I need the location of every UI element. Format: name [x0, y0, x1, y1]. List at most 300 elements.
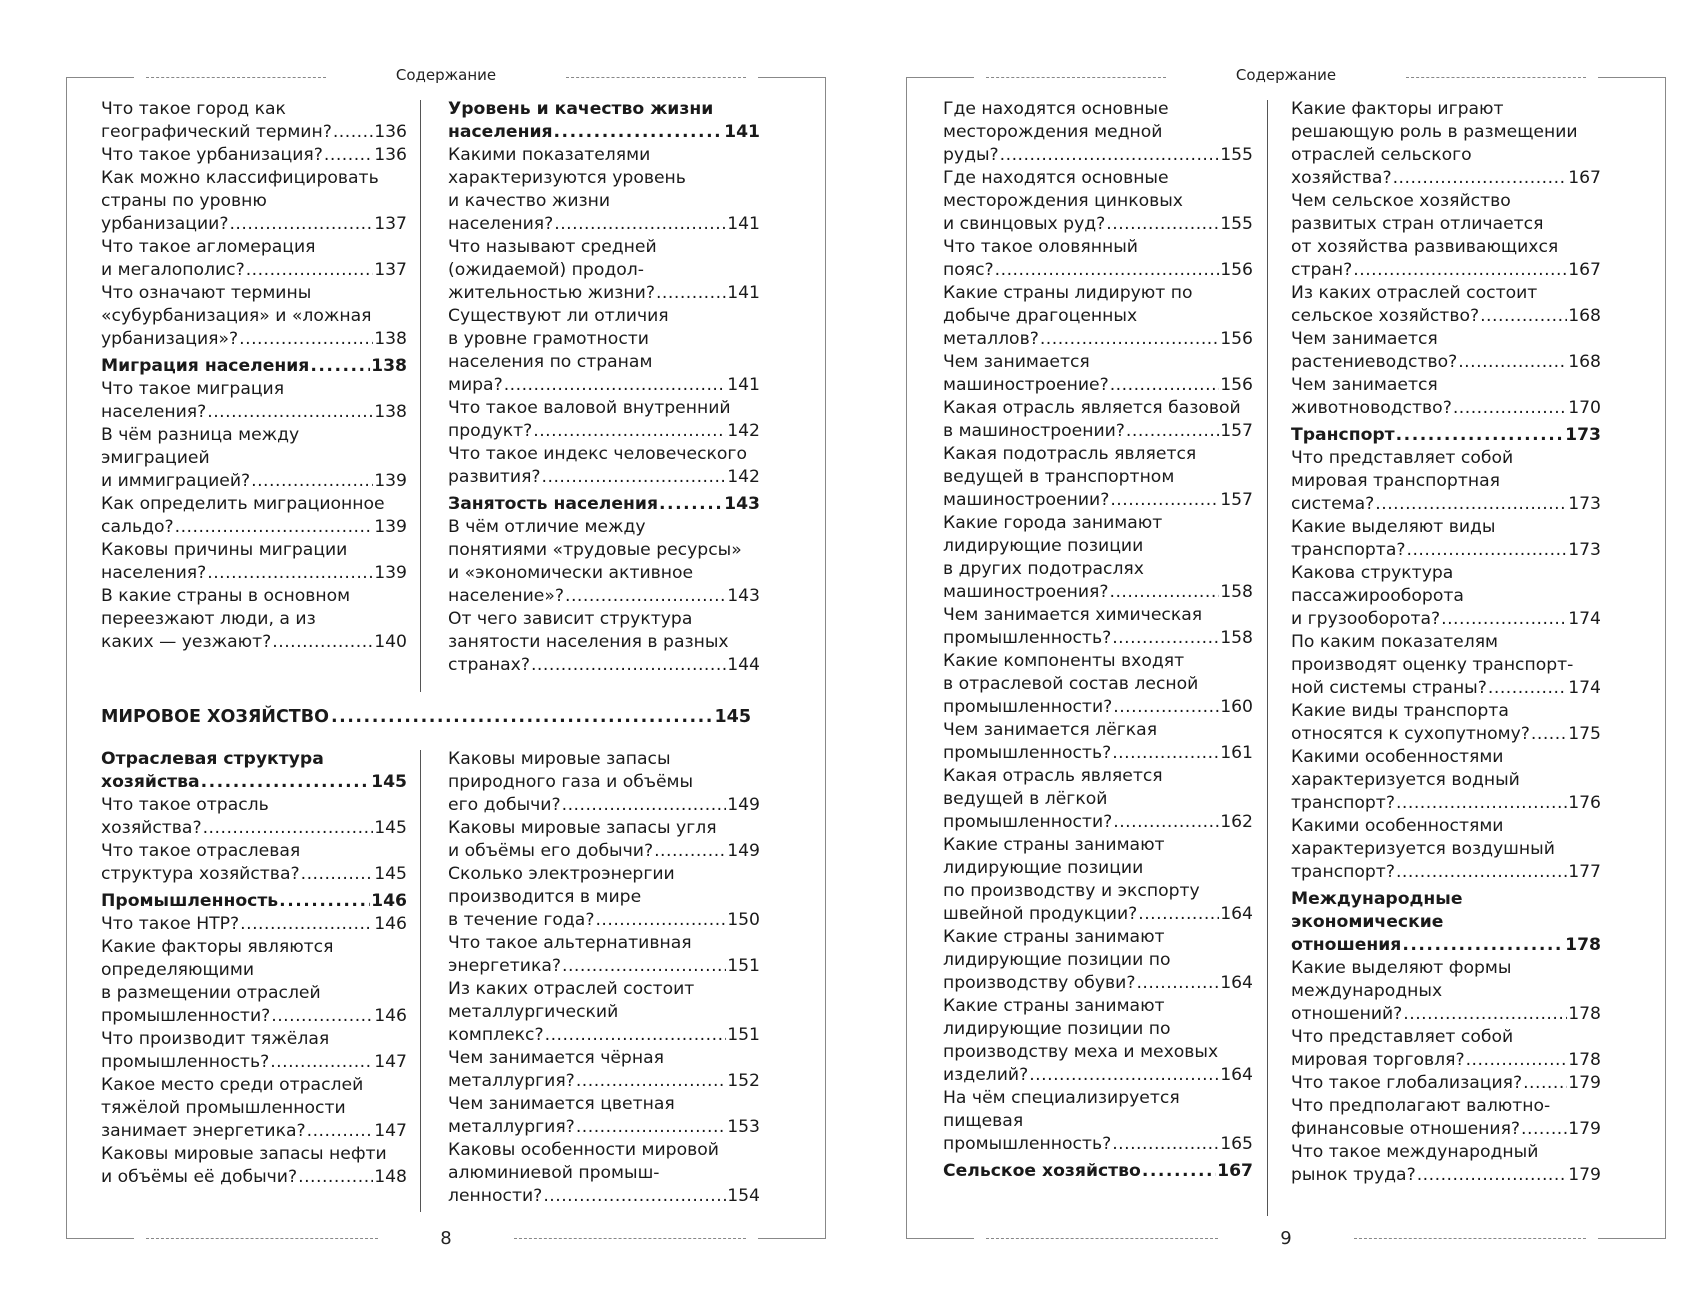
toc-entry: [101, 1143, 407, 1189]
toc-entry-text: в других подотраслях: [943, 559, 1144, 579]
toc-entry-text: хозяйства?: [1291, 168, 1392, 188]
chapter-heading: [101, 707, 751, 727]
toc-entry-text: Отраслевая структура: [101, 749, 324, 769]
toc-entry-text: Что такое миграция: [101, 379, 285, 399]
toc-entry-text: машиностроение?: [943, 375, 1109, 395]
toc-page-number: 143: [727, 586, 760, 606]
toc-entry: [943, 351, 1253, 397]
toc-entry-text: определяющими: [101, 960, 254, 980]
toc-entry-text: Какие города занимают: [943, 513, 1163, 533]
leader-dots: [207, 562, 373, 585]
toc-page-number: 179: [1568, 1073, 1601, 1093]
toc-page-number: 147: [374, 1121, 407, 1141]
toc-entry: [1291, 700, 1601, 746]
toc-entry-text: Какие виды транспорта: [1291, 701, 1509, 721]
toc-entry-text: характеризуется водный: [1291, 770, 1520, 790]
toc-entry-text: Где находятся основные: [943, 99, 1169, 119]
toc-page-number: 140: [374, 632, 407, 652]
toc-entry-text: Промышленность: [101, 891, 279, 911]
toc-entry-text: ведущей в транспортном: [943, 467, 1175, 487]
toc-entry-text: хозяйства?: [101, 818, 202, 838]
leader-dots: [271, 1005, 373, 1028]
toc-entry: [448, 144, 760, 236]
toc-entry-text: отраслей сельского: [1291, 145, 1472, 165]
toc-entry-text: Каковы мировые запасы: [448, 749, 671, 769]
toc-entry-text: В чём отличие между: [448, 517, 646, 537]
toc-entry-text: по производству и экспорту: [943, 881, 1200, 901]
page-number: 9: [1280, 1228, 1292, 1249]
toc-entry-text: машиностроении?: [943, 490, 1110, 510]
toc-entry-text: Какими показателями: [448, 145, 651, 165]
toc-entry: [1291, 1072, 1601, 1095]
leader-dots: [1029, 1064, 1219, 1087]
toc-column: [448, 748, 760, 1208]
leader-dots: [1458, 351, 1567, 374]
leader-dots: [331, 707, 713, 727]
toc-entry: [943, 397, 1253, 443]
toc-entry-text: Какие выделяют формы: [1291, 958, 1512, 978]
leader-dots: [1142, 1160, 1216, 1183]
toc-entry-text: руды?: [943, 145, 999, 165]
leader-dots: [1040, 328, 1219, 351]
toc-page-number: 145: [374, 818, 407, 838]
leader-dots: [533, 420, 726, 443]
toc-page-number: 161: [1220, 743, 1253, 763]
toc-page-number: 156: [1220, 329, 1253, 349]
leader-dots: [1406, 539, 1567, 562]
toc-entry-text: промышленности?: [943, 697, 1113, 717]
toc-page-number: 164: [1220, 904, 1253, 924]
leader-dots: [1393, 167, 1568, 190]
toc-entry-text: промышленность?: [101, 1052, 270, 1072]
leader-dots: [554, 213, 726, 236]
toc-page-number: 138: [371, 356, 407, 376]
toc-entry: [1291, 957, 1601, 1026]
toc-entry-text: Что такое город как: [101, 99, 286, 119]
toc-entry-text: Какими особенностями: [1291, 747, 1504, 767]
toc-entry-text: жительностью жизни?: [448, 283, 655, 303]
leader-dots: [1396, 792, 1567, 815]
toc-entry-text: комплекс?: [448, 1025, 544, 1045]
toc-entry-text: Что представляет собой: [1291, 1027, 1514, 1047]
toc-entry-text: На чём специализируется: [943, 1088, 1180, 1108]
toc-page-number: 155: [1220, 145, 1253, 165]
toc-entry-text: производству обуви?: [943, 973, 1136, 993]
toc-entry-text: Чем сельское хозяйство: [1291, 191, 1511, 211]
toc-page-number: 142: [727, 467, 760, 487]
toc-page-number: 174: [1568, 678, 1601, 698]
toc-entry-text: хозяйства: [101, 772, 200, 792]
column-separator: [420, 100, 421, 692]
toc-entry-text: в машиностроении?: [943, 421, 1125, 441]
leader-dots: [1531, 723, 1567, 746]
toc-page-number: 148: [374, 1167, 407, 1187]
toc-entry: [1291, 1095, 1601, 1141]
toc-entry-text: населения: [448, 122, 553, 142]
leader-dots: [1396, 424, 1564, 447]
toc-entry-text: характеризуются уровень: [448, 168, 686, 188]
toc-page-number: 150: [727, 910, 760, 930]
toc-entry-text: населения?: [101, 402, 207, 422]
toc-entry-text: сальдо?: [101, 517, 174, 537]
toc-entry-text: природного газа и объёмы: [448, 772, 694, 792]
toc-entry-text: месторождения медной: [943, 122, 1163, 142]
toc-page-number: 170: [1568, 398, 1601, 418]
toc-page-number: 156: [1220, 375, 1253, 395]
toc-section: [101, 355, 407, 378]
toc-entry-text: промышленность?: [943, 1134, 1112, 1154]
toc-page-number: 137: [374, 214, 407, 234]
leader-dots: [995, 259, 1220, 282]
leader-dots: [1441, 608, 1567, 631]
toc-entry-text: животноводство?: [1291, 398, 1452, 418]
leader-dots: [1136, 972, 1219, 995]
toc-entry-text: переезжают люди, а из: [101, 609, 316, 629]
running-head: Содержание: [395, 66, 497, 84]
toc-entry-text: алюминиевой промыш-: [448, 1163, 660, 1183]
toc-page-number: 155: [1220, 214, 1253, 234]
toc-entry-text: металлургия?: [448, 1071, 575, 1091]
frame-border: [66, 77, 67, 1238]
toc-page-number: 167: [1568, 168, 1601, 188]
toc-entry-text: металлургия?: [448, 1117, 575, 1137]
toc-page-number: 178: [1568, 1050, 1601, 1070]
toc-entry-text: промышленности?: [101, 1006, 271, 1026]
chapter-page: 145: [714, 707, 751, 727]
leader-dots: [565, 585, 726, 608]
leader-dots: [1112, 742, 1219, 765]
toc-entry-text: Как можно классифицировать: [101, 168, 379, 188]
toc-entry: [448, 608, 760, 677]
toc-entry-text: населения по странам: [448, 352, 653, 372]
toc-entry-text: Что предполагают валютно-: [1291, 1096, 1551, 1116]
toc-entry-text: и грузооборота?: [1291, 609, 1441, 629]
toc-entry: [101, 840, 407, 886]
toc-page-number: 141: [727, 283, 760, 303]
toc-entry-text: и мегалополис?: [101, 260, 245, 280]
toc-entry-text: Какая отрасль является: [943, 766, 1163, 786]
toc-page-number: 175: [1568, 724, 1601, 744]
toc-page-number: 143: [724, 494, 760, 514]
toc-entry-text: Что называют средней: [448, 237, 657, 257]
toc-entry-text: финансовые отношения?: [1291, 1119, 1521, 1139]
leader-dots: [1466, 1049, 1568, 1072]
leader-dots: [562, 955, 726, 978]
toc-entry-text: развитых стран отличается: [1291, 214, 1544, 234]
leader-dots: [545, 1024, 727, 1047]
toc-entry: [1291, 1026, 1601, 1072]
toc-entry-text: лидирующие позиции по: [943, 950, 1171, 970]
toc-page-number: 153: [727, 1117, 760, 1137]
toc-entry-text: транспорт?: [1291, 793, 1395, 813]
toc-entry-text: занимает энергетика?: [101, 1121, 306, 1141]
toc-entry-text: Миграция населения: [101, 356, 310, 376]
leader-dots: [1480, 305, 1567, 328]
toc-entry: [101, 378, 407, 424]
toc-entry-text: Какие выделяют виды: [1291, 517, 1496, 537]
leader-dots: [1453, 397, 1567, 420]
toc-entry: [1291, 447, 1601, 516]
toc-entry-text: Что такое международный: [1291, 1142, 1539, 1162]
right-page: [906, 0, 1666, 1312]
toc-entry: [1291, 282, 1601, 328]
toc-page-number: 167: [1217, 1161, 1253, 1181]
toc-entry-text: В чём разница между: [101, 425, 300, 445]
toc-entry: [943, 443, 1253, 512]
leader-dots: [531, 654, 726, 677]
toc-entry: [943, 167, 1253, 236]
toc-entry-text: мировая торговля?: [1291, 1050, 1465, 1070]
toc-entry-text: Что такое оловянный: [943, 237, 1138, 257]
toc-section: [1291, 424, 1601, 447]
column-separator: [420, 750, 421, 1212]
toc-entry-text: Чем занимается: [943, 352, 1090, 372]
toc-page-number: 164: [1220, 1065, 1253, 1085]
leader-dots: [1000, 144, 1220, 167]
toc-entry-text: Что такое индекс человеческого: [448, 444, 747, 464]
toc-entry: [101, 585, 407, 654]
toc-entry-text: лидирующие позиции: [943, 536, 1144, 556]
toc-entry: [943, 719, 1253, 765]
toc-entry-text: и «экономически активное: [448, 563, 694, 583]
toc-section: [943, 1160, 1253, 1183]
toc-entry: [448, 748, 760, 817]
frame-border: [825, 77, 826, 1238]
toc-page-number: 167: [1568, 260, 1601, 280]
leader-dots: [554, 121, 724, 144]
toc-entry: [1291, 746, 1601, 815]
toc-entry-text: По каким показателям: [1291, 632, 1499, 652]
toc-page-number: 152: [727, 1071, 760, 1091]
toc-entry-text: географический термин?: [101, 122, 332, 142]
toc-entry: [101, 493, 407, 539]
toc-entry-text: Что такое валовой внутренний: [448, 398, 731, 418]
leader-dots: [1375, 493, 1567, 516]
toc-entry-text: урбанизация»?: [101, 329, 239, 349]
toc-entry: [101, 236, 407, 282]
toc-entry-text: Чем занимается чёрная: [448, 1048, 664, 1068]
leader-dots: [203, 817, 374, 840]
toc-entry-text: машиностроения?: [943, 582, 1109, 602]
toc-entry-text: промышленность?: [943, 628, 1112, 648]
toc-entry-text: и качество жизни: [448, 191, 611, 211]
leader-dots: [1110, 374, 1219, 397]
toc-page-number: 137: [374, 260, 407, 280]
toc-entry-text: добыче драгоценных: [943, 306, 1138, 326]
toc-entry-text: и объёмы его добычи?: [448, 841, 654, 861]
leader-dots: [1353, 259, 1567, 282]
toc-entry-text: ной системы страны?: [1291, 678, 1487, 698]
leader-dots: [1521, 1118, 1567, 1141]
toc-entry-text: лидирующие позиции: [943, 858, 1144, 878]
toc-entry-text: продукт?: [448, 421, 533, 441]
toc-entry-text: (ожидаемой) продол-: [448, 260, 644, 280]
toc-page-number: 136: [374, 122, 407, 142]
toc-entry: [448, 932, 760, 978]
toc-page-number: 151: [727, 1025, 760, 1045]
toc-entry-text: транспорт?: [1291, 862, 1395, 882]
toc-page-number: 168: [1568, 306, 1601, 326]
toc-column: [1291, 98, 1601, 1187]
toc-entry-text: Чем занимается лёгкая: [943, 720, 1158, 740]
toc-entry-text: рынок труда?: [1291, 1165, 1416, 1185]
toc-entry-text: ленности?: [448, 1186, 543, 1206]
toc-entry: [943, 650, 1253, 719]
toc-entry-text: Чем занимается: [1291, 375, 1438, 395]
leader-dots: [251, 470, 373, 493]
toc-page-number: 146: [371, 891, 407, 911]
toc-section: [101, 890, 407, 913]
leader-dots: [1113, 811, 1219, 834]
toc-entry-text: население»?: [448, 586, 564, 606]
toc-page-number: 139: [374, 563, 407, 583]
toc-entry-text: пояс?: [943, 260, 994, 280]
toc-entry-text: и объёмы её добычи?: [101, 1167, 298, 1187]
leader-dots: [576, 1116, 726, 1139]
toc-entry: [448, 1139, 760, 1208]
toc-page-number: 154: [727, 1186, 760, 1206]
toc-entry-text: мировая транспортная: [1291, 471, 1500, 491]
leader-dots: [307, 1120, 374, 1143]
toc-entry: [1291, 516, 1601, 562]
toc-entry-text: производится в мире: [448, 887, 642, 907]
toc-entry-text: Какие страны лидируют по: [943, 283, 1193, 303]
chapter-title: МИРОВОЕ ХОЗЯЙСТВО: [101, 707, 329, 727]
leader-dots: [240, 913, 373, 936]
leader-dots: [542, 466, 727, 489]
toc-entry: [448, 397, 760, 443]
toc-entry: [1291, 815, 1601, 884]
toc-entry: [448, 863, 760, 932]
toc-entry: [101, 1074, 407, 1143]
toc-entry-text: Занятость населения: [448, 494, 659, 514]
toc-entry: [943, 604, 1253, 650]
toc-entry: [943, 282, 1253, 351]
toc-page-number: 147: [374, 1052, 407, 1072]
toc-page-number: 157: [1220, 421, 1253, 441]
leader-dots: [656, 282, 726, 305]
toc-entry-text: Какие факторы играют: [1291, 99, 1504, 119]
toc-entry-text: от хозяйства развивающихся: [1291, 237, 1559, 257]
toc-entry-text: Чем занимается цветная: [448, 1094, 675, 1114]
toc-entry-text: производству меха и меховых: [943, 1042, 1219, 1062]
toc-section: [448, 98, 760, 144]
toc-entry-text: Что такое урбанизация?: [101, 145, 323, 165]
leader-dots: [270, 1051, 373, 1074]
toc-entry: [101, 539, 407, 585]
toc-entry-text: Что такое агломерация: [101, 237, 316, 257]
toc-entry-text: Какая отрасль является базовой: [943, 398, 1241, 418]
leader-dots: [1109, 581, 1219, 604]
leader-dots: [301, 863, 374, 886]
leader-dots: [1523, 1072, 1567, 1095]
leader-dots: [1488, 677, 1567, 700]
toc-entry-text: Как определить миграционное: [101, 494, 385, 514]
toc-entry-text: Что представляет собой: [1291, 448, 1514, 468]
toc-page-number: 139: [374, 471, 407, 491]
toc-entry: [448, 1093, 760, 1139]
leader-dots: [1402, 934, 1564, 957]
toc-entry-text: Какие страны занимают: [943, 927, 1165, 947]
leader-dots: [1126, 420, 1219, 443]
toc-entry-text: в течение года?: [448, 910, 595, 930]
toc-page-number: 149: [727, 841, 760, 861]
toc-entry-text: международных: [1291, 981, 1443, 1001]
toc-page-number: 178: [1565, 935, 1601, 955]
toc-entry-text: промышленности?: [943, 812, 1113, 832]
leader-dots: [654, 840, 726, 863]
toc-entry-text: Что такое альтернативная: [448, 933, 692, 953]
toc-page-number: 158: [1220, 582, 1253, 602]
leader-dots: [1112, 1133, 1219, 1156]
toc-entry-text: отношений?: [1291, 1004, 1403, 1024]
toc-entry-text: и иммиграцией?: [101, 471, 251, 491]
page-number: 8: [440, 1228, 452, 1249]
running-head: Содержание: [1235, 66, 1337, 84]
toc-entry-text: и свинцовых руд?: [943, 214, 1106, 234]
frame-border: [1665, 77, 1666, 1238]
leader-dots: [298, 1166, 373, 1189]
toc-entry-text: эмиграцией: [101, 448, 210, 468]
toc-entry-text: Какое место среди отраслей: [101, 1075, 364, 1095]
toc-entry-text: характеризуется воздушный: [1291, 839, 1555, 859]
toc-entry-text: урбанизации?: [101, 214, 229, 234]
toc-entry-text: тяжёлой промышленности: [101, 1098, 346, 1118]
toc-page-number: 136: [374, 145, 407, 165]
toc-entry-text: растениеводство?: [1291, 352, 1458, 372]
leader-dots: [659, 493, 723, 516]
toc-entry: [101, 913, 407, 936]
toc-entry-text: Какова структура: [1291, 563, 1454, 583]
toc-page-number: 165: [1220, 1134, 1253, 1154]
toc-entry-text: металлургический: [448, 1002, 619, 1022]
toc-entry: [943, 512, 1253, 604]
toc-entry: [448, 516, 760, 608]
toc-entry: [101, 794, 407, 840]
toc-entry-text: швейной продукции?: [943, 904, 1138, 924]
toc-entry-text: развития?: [448, 467, 541, 487]
toc-entry-text: Уровень и качество жизни: [448, 99, 714, 119]
toc-entry: [101, 144, 407, 167]
toc-entry-text: В какие страны в основном: [101, 586, 351, 606]
toc-entry: [448, 305, 760, 397]
toc-page-number: 177: [1568, 862, 1601, 882]
leader-dots: [246, 259, 373, 282]
toc-entry: [101, 1028, 407, 1074]
leader-dots: [310, 355, 370, 378]
column-separator: [1267, 100, 1268, 1216]
toc-entry: [101, 98, 407, 144]
toc-entry: [943, 834, 1253, 926]
leader-dots: [333, 121, 373, 144]
leader-dots: [1112, 627, 1219, 650]
toc-entry-text: Что означают термины: [101, 283, 312, 303]
toc-entry-text: относятся к сухопутному?: [1291, 724, 1530, 744]
toc-entry-text: Какая подотрасль является: [943, 444, 1197, 464]
toc-entry-text: Каковы причины миграции: [101, 540, 348, 560]
leader-dots: [175, 516, 374, 539]
leader-dots: [1138, 903, 1219, 926]
toc-entry-text: промышленность?: [943, 743, 1112, 763]
toc-page-number: 145: [374, 864, 407, 884]
toc-entry-text: пищевая: [943, 1111, 1024, 1131]
toc-page-number: 141: [727, 375, 760, 395]
toc-entry-text: Транспорт: [1291, 425, 1395, 445]
toc-page-number: 178: [1568, 1004, 1601, 1024]
toc-entry: [1291, 190, 1601, 282]
toc-page-number: 179: [1568, 1165, 1601, 1185]
toc-entry-text: транспорта?: [1291, 540, 1406, 560]
